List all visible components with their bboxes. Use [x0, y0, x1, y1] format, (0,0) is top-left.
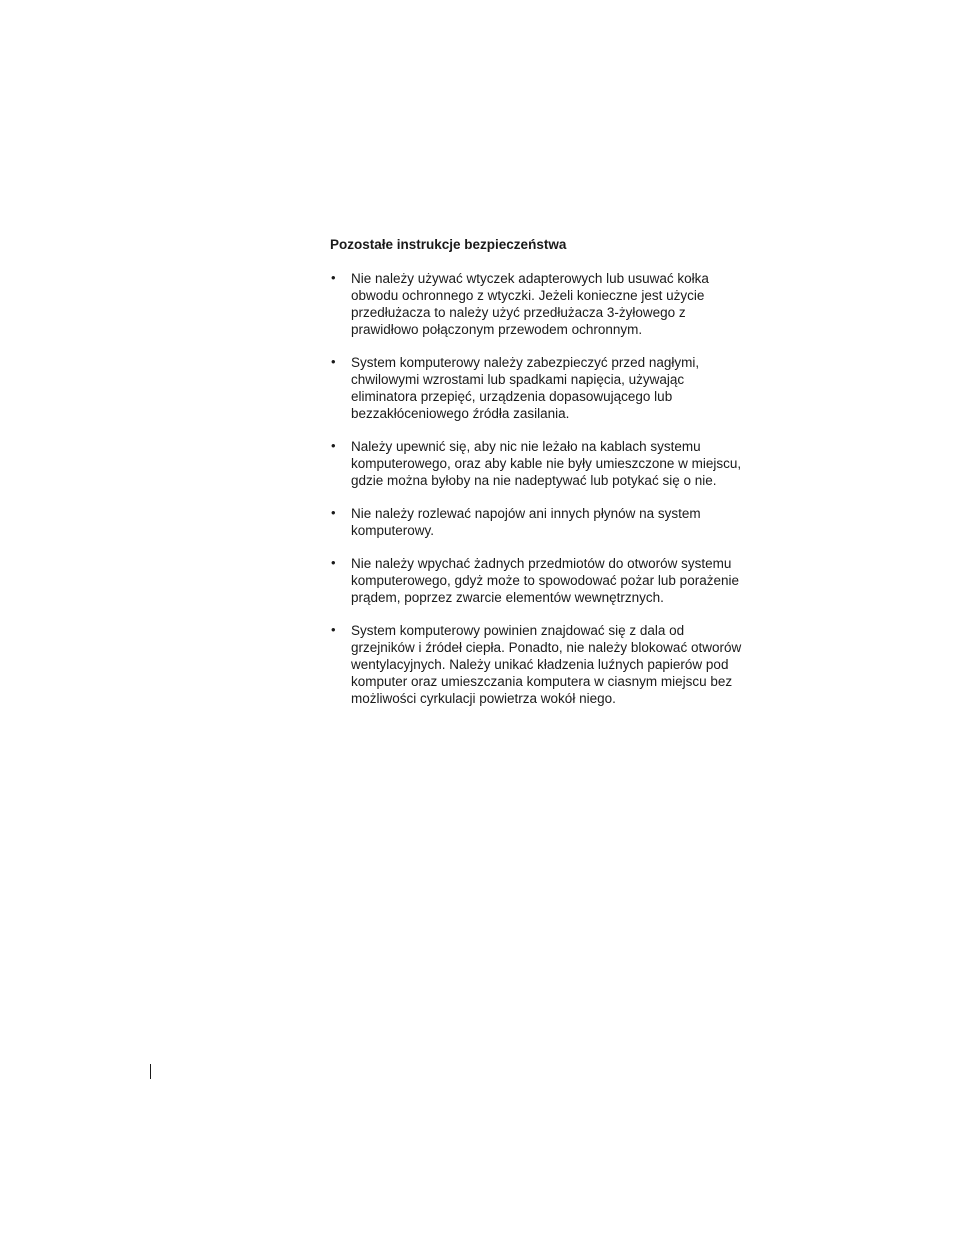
section-title: Pozostałe instrukcje bezpieczeństwa	[330, 237, 567, 252]
safety-section	[330, 236, 770, 723]
list-item	[330, 354, 770, 422]
list-item	[330, 555, 770, 606]
safety-instructions-list	[330, 270, 770, 707]
list-item-text: System komputerowy powinien znajdować się z dala od grzejników i źródeł ciepła. Ponadto, nie należy blokować otworów wentylacyjnych. Należy unikać kładzenia luźnych papierów pod komputer oraz umieszczania komputera w ciasnym miejscu bez możliwości cyrkulacji powietrza wokół niego.	[351, 623, 742, 706]
list-item-text: Nie należy używać wtyczek adapterowych lub usuwać kołka obwodu ochronnego z wtyczki. Jeżeli konieczne jest użycie przedłużacza to należy użyć przedłużacza 3-żyłowego z prawidłowo połączonym przewodem ochronnym.	[351, 271, 709, 337]
margin-change-bar	[150, 1064, 151, 1079]
list-item-text: Należy upewnić się, aby nic nie leżało na kablach systemu komputerowego, oraz aby kable nie były umieszczone w miejscu, gdzie można byłoby na nie nadeptywać lub potykać się o nie.	[351, 439, 742, 488]
list-item	[330, 270, 770, 338]
list-item-text: Nie należy wpychać żadnych przedmiotów do otworów systemu komputerowego, gdyż może to spowodować pożar lub porażenie prądem, poprzez zwarcie elementów wewnętrznych.	[351, 556, 739, 605]
bullet-icon: •	[331, 354, 336, 369]
bullet-icon: •	[331, 622, 336, 637]
bullet-icon: •	[331, 555, 336, 570]
list-item	[330, 438, 770, 489]
bullet-icon: •	[331, 438, 336, 453]
bullet-icon: •	[331, 505, 336, 520]
list-item-text: Nie należy rozlewać napojów ani innych płynów na system komputerowy.	[351, 506, 701, 538]
list-item-text: System komputerowy należy zabezpieczyć przed nagłymi, chwilowymi wzrostami lub spadkami napięcia, używając eliminatora przepięć, urządzenia dopasowującego lub bezzakłóceniowego źródła zasilania.	[351, 355, 700, 421]
list-item	[330, 622, 770, 707]
bullet-icon: •	[331, 270, 336, 285]
list-item	[330, 505, 770, 539]
